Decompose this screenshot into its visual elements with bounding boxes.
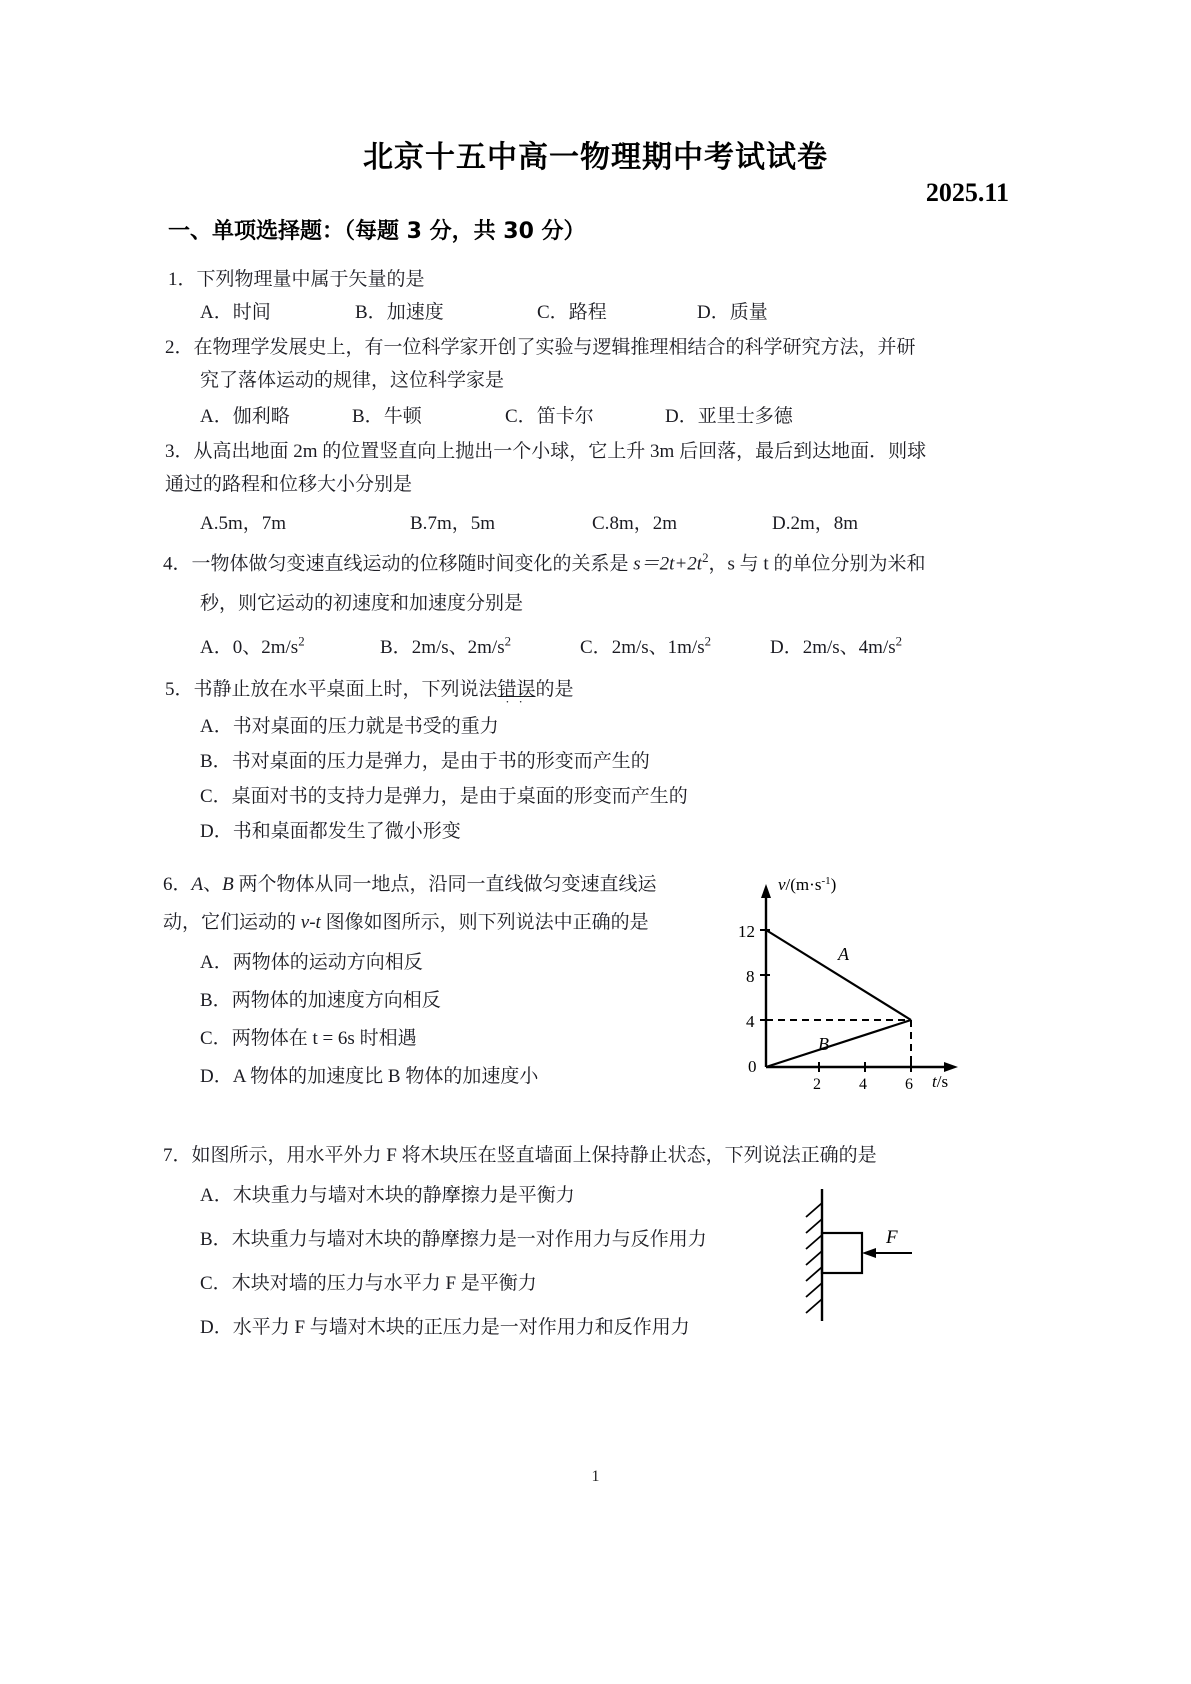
option-label: A． [200,1185,233,1206]
question-5-text-b: 的是 [535,679,574,700]
option-label: C. [592,513,610,534]
question-2-option-d[interactable] [665,401,793,428]
x-tick-label-6: 6 [905,1076,913,1093]
x-tick-label-2: 2 [813,1076,821,1093]
option-text: 木块对墙的压力与水平力 F 是平衡力 [231,1273,537,1294]
option-label: B． [352,406,384,427]
question-4-option-c[interactable] [580,632,711,659]
option-label: C． [580,637,612,658]
question-3-stem-line2 [165,470,412,500]
question-1-number: 1． [168,269,197,290]
option-text: 书对桌面的压力是弹力，是由于书的形变而产生的 [231,751,650,772]
y-tick-label-12: 12 [738,922,755,941]
question-6-option-c[interactable] [200,1023,417,1050]
question-7-option-d[interactable] [200,1312,690,1339]
option-text: 2m/s、1m/s [611,637,705,658]
series-a-label: A [838,944,849,964]
option-label: C． [200,1028,232,1049]
question-4-option-b[interactable] [380,632,511,659]
question-2-text-2: 究了落体运动的规律，这位科学家是 [200,370,505,391]
question-3-stem-line1 [165,437,926,467]
question-1-text: 下列物理量中属于矢量的是 [196,269,425,290]
option-label: D． [200,1066,233,1087]
question-4-formula: s＝2t+2t [633,553,703,575]
question-3-option-c[interactable] [592,508,677,535]
option-text: 书和桌面都发生了微小形变 [232,821,461,842]
y-tick-label-4: 4 [746,1012,755,1031]
object-a-symbol: A [191,874,204,895]
option-exponent: 2 [504,633,512,649]
question-7-text: 如图所示，用水平外力 F 将木块压在竖直墙面上保持静止状态，下列说法正确的是 [191,1145,877,1166]
y-axis-arrow [761,884,771,898]
option-text: 牛顿 [383,406,422,427]
question-2-option-c[interactable] [505,401,594,428]
exam-date: 2025.11 [925,178,1009,207]
y-tick-label-8: 8 [746,967,755,986]
option-label: D． [665,406,698,427]
question-6-option-a[interactable] [200,947,423,974]
option-text: 加速度 [386,302,444,323]
series-b-label: B [818,1034,829,1054]
block-rect [822,1233,862,1273]
question-1-option-c[interactable] [537,297,607,324]
wall-hatch [806,1235,822,1249]
question-4-text-1b: ，s 与 t 的单位分别为米和 [708,553,926,575]
question-3-option-a[interactable] [200,508,286,535]
option-label: B． [200,751,232,772]
option-text: 时间 [232,302,271,323]
emphasis-wrong: 错误 ·· [498,679,536,700]
option-text: 两物体的运动方向相反 [232,952,423,973]
option-label: C． [537,302,569,323]
x-tick-label-4: 4 [859,1076,867,1093]
y-tick-label-0: 0 [748,1057,757,1076]
option-text: 两物体的加速度方向相反 [231,990,441,1011]
question-3-number: 3． [165,441,194,462]
y-axis-label: $v/(m\cdot s^{-1})$ [778,875,837,894]
option-exponent: 2 [895,633,903,649]
separator: 、 [203,874,223,895]
option-text: 路程 [568,302,607,323]
option-text: 2m，8m [790,513,859,534]
question-2-option-b[interactable] [352,401,422,428]
question-2-stem-line1 [165,333,916,363]
option-label: A． [200,716,233,737]
option-exponent: 2 [704,633,712,649]
option-text: 亚里士多德 [697,406,793,427]
option-label: D． [770,637,803,658]
question-6-text-2a: 动，它们运动的 [163,912,301,933]
option-label: C． [200,1273,232,1294]
question-4-stem-line1 [163,548,925,579]
question-4-option-d[interactable] [770,632,902,659]
option-text: 两物体在 t = 6s 时相遇 [231,1028,417,1049]
question-5-option-a[interactable] [200,711,499,738]
question-3-option-d[interactable] [772,508,858,535]
question-2-text-1: 在物理学发展史上，有一位科学家开创了实验与逻辑推理相结合的科学研究方法，并研 [193,337,916,358]
object-b-symbol: B [222,874,234,895]
option-label: B． [200,990,232,1011]
option-label: A． [200,406,233,427]
question-4-stem-line2 [200,589,523,619]
option-text: 书对桌面的压力就是书受的重力 [232,716,499,737]
option-label: D． [697,302,730,323]
question-4-number: 4． [163,553,192,575]
question-4-option-a[interactable] [200,632,305,659]
option-text: 笛卡尔 [536,406,594,427]
v-t-graph-svg [726,872,976,1093]
wall-hatch [806,1299,822,1313]
question-3-text-1: 从高出地面 2m 的位置竖直向上抛出一个小球，它上升 3m 后回落，最后到达地面．则球 [193,441,927,462]
question-6-stem-line1 [163,870,657,900]
wall-block-svg [790,1185,930,1325]
question-5-stem [165,675,574,705]
option-label: C． [505,406,537,427]
option-label: D． [200,821,233,842]
v-t-graph-figure [726,872,976,1093]
question-5-text-a: 书静止放在水平桌面上时，下列说法 [193,679,498,700]
wall-hatch [806,1251,822,1265]
question-4-formula-exp: 2 [702,550,709,565]
option-label: B. [410,513,428,534]
force-label: F [886,1227,898,1248]
question-7-option-c[interactable] [200,1268,537,1295]
option-label: A． [200,637,233,658]
question-3-text-2: 通过的路程和位移大小分别是 [165,474,413,495]
option-text: 8m，2m [609,513,677,534]
option-text: 伽利略 [232,406,290,427]
option-text: 5m，7m [218,513,287,534]
option-label: D. [772,513,791,534]
question-4-text-1a: 一物体做匀变速直线运动的位移随时间变化的关系是 [191,553,634,575]
question-1-option-a[interactable] [200,297,271,324]
question-7-option-b[interactable] [200,1224,707,1251]
question-7-stem [163,1141,877,1171]
option-text: 7m，5m [427,513,495,534]
option-text: 0、2m/s [232,637,299,658]
option-text: 质量 [729,302,768,323]
option-label: D． [200,1317,233,1338]
option-label: A． [200,302,233,323]
question-3-option-b[interactable] [410,508,495,535]
wall-hatch [806,1283,822,1297]
section-heading: 一、单项选择题：（每题 3 分，共 30 分） [168,219,586,244]
option-label: B． [380,637,412,658]
question-2-stem-line2 [200,366,504,396]
series-b-line [766,1020,911,1067]
question-2-number: 2． [165,337,194,358]
page-title: 北京十五中高一物理期中考试试卷 [363,140,828,175]
question-6-stem-line2 [163,908,649,938]
page-number: 1 [591,1468,600,1485]
question-2-option-a[interactable] [200,401,290,428]
question-1-option-d[interactable] [697,297,768,324]
option-exponent: 2 [298,633,305,649]
question-6-option-d[interactable] [200,1061,538,1088]
option-text: 2m/s、2m/s [411,637,505,658]
x-axis-arrow [944,1062,958,1072]
force-arrow-head [862,1248,876,1258]
x-axis-label: t/s [932,1072,949,1091]
question-6-text-1: 两个物体从同一地点，沿同一直线做匀变速直线运 [233,874,657,895]
question-7-option-a[interactable] [200,1180,575,1207]
option-text: 2m/s、4m/s [802,637,896,658]
option-label: A. [200,513,219,534]
question-5-option-d[interactable] [200,816,461,843]
option-label: A． [200,952,233,973]
option-text: A 物体的加速度比 B 物体的加速度小 [232,1066,539,1087]
option-text: 木块重力与墙对木块的静摩擦力是平衡力 [232,1185,575,1206]
option-text: 桌面对书的支持力是弹力，是由于桌面的形变而产生的 [231,786,688,807]
option-text: 水平力 F 与墙对木块的正压力是一对作用力和反作用力 [232,1317,690,1338]
question-4-text-2: 秒，则它运动的初速度和加速度分别是 [200,593,524,614]
wall-hatch [806,1267,822,1281]
question-1-stem [168,265,425,295]
option-text: 木块重力与墙对木块的静摩擦力是一对作用力与反作用力 [231,1229,707,1250]
question-1-option-b[interactable] [355,297,444,324]
question-7-number: 7． [163,1145,192,1166]
wall-block-figure [790,1185,930,1325]
wall-hatch [806,1203,822,1217]
vt-symbol: v-t [300,912,321,933]
question-6-text-2c: 图像如图所示，则下列说法中正确的是 [320,912,649,933]
question-5-number: 5． [165,679,194,700]
option-label: B． [355,302,387,323]
option-label: B． [200,1229,232,1250]
question-6-number: 6． [163,874,192,895]
wall-hatch [806,1219,822,1233]
question-5-option-b[interactable] [200,746,650,773]
question-6-option-b[interactable] [200,985,441,1012]
question-5-option-c[interactable] [200,781,688,808]
option-label: C． [200,786,232,807]
